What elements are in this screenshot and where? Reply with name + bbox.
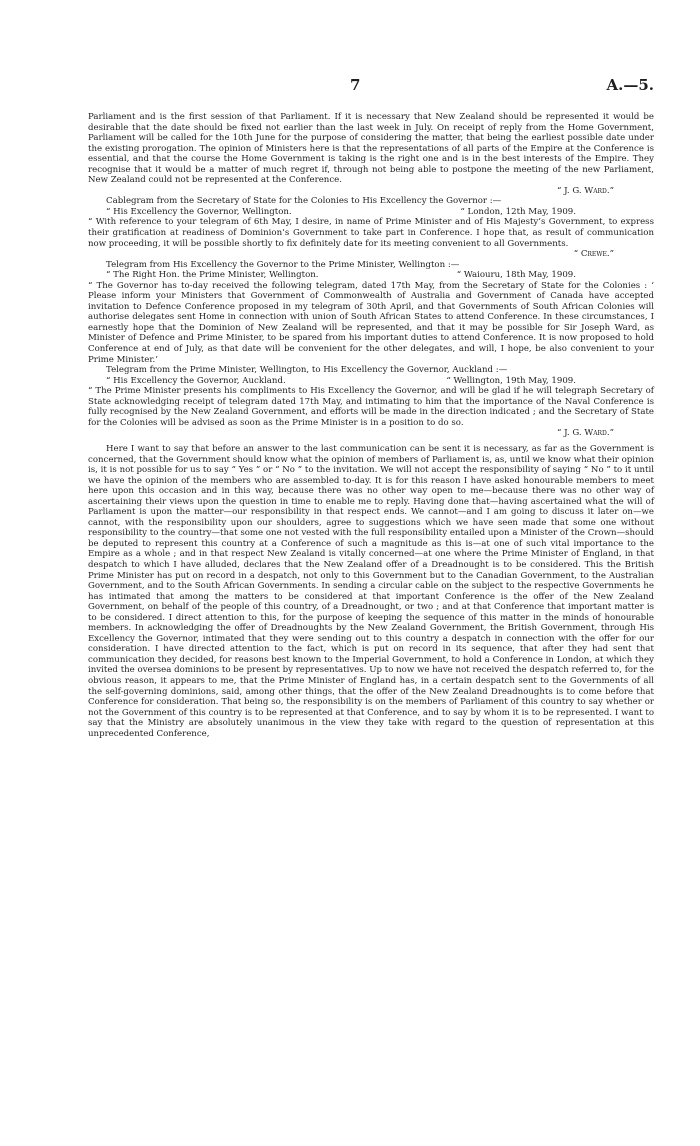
address-place-date: “ London, 12th May, 1909. [460,206,576,217]
address-line [88,376,654,387]
intro-telegram-governor: Telegram from His Excellency the Governor to the Prime Minister, Wellington :— [106,259,460,270]
intro-cablegram: Cablegram from the Secretary of State for the Colonies to His Excellency the Governor :— [106,196,502,207]
address-recipient: “ The Right Hon. the Prime Minister, Wellington. [106,270,319,281]
page-number: 7 [350,76,361,94]
paragraph-parliament: Parliament and is the first session of that Parliament. If it is necessary that New Zealand should be represented it would be desirable that the date should be fixed not earlier than the last week in July. On receipt of reply from the Home Government, Parliament will be called for the 10th June for the purpose of considering the matter, that being the earliest possible date under the existing prorogation. The opinion of Ministers here is that the representations of all parts of the Empire at the Conference is essential, and that the course the Home Government is taking is the right one and is in the best interests of the Empire. They recognise that it would be a matter of much regret if, through not being able to postpone the meeting of the new Parliament, New Zealand could not be represented at the Conference. [88,112,654,186]
report-reference: A.—5. [606,76,654,94]
paragraph-telegram-prime-minister: “ The Prime Minister presents his compliments to His Excellency the Governor, and will be glad if he will telegraph Secretary of State acknowledging receipt of telegram dated 17th May, and intimating to him that the importance of the Naval Conference is fully recognised by the New Zealand Government, and efforts will be made in the direction indicated ; and the Secretary of State for the Colonies will be advised as soon as the Prime Minister is in a position to do so. [88,386,654,428]
address-line [88,207,654,218]
address-place-date: “ Waiouru, 18th May, 1909. [456,270,576,281]
address-recipient: “ His Excellency the Governor, Wellington. [106,206,292,217]
paragraph-cablegram: “ With reference to your telegram of 6th May, I desire, in name of Prime Minister and of His Majesty’s Government, to express their gratification at readiness of Dominion’s Government to take part in Conference. I hope that, as result of communication now proceeding, it will be possible shortly to fix definitely date for its meeting convenient to all Governments. [88,217,654,249]
signature-crewe: “ Crewe.” [573,249,614,260]
paragraph-telegram-governor: “ The Governor has to-day received the following telegram, dated 17th May, from the Secretary of State for the Colonies : ‘ Please inform your Ministers that Government of Commonwealth of Australia and Government of Canada have accepted invitation to Defence Conference proposed in my telegram of 30th April, and that Governments of South African Colonies will authorise delegates sent Home in connection with union of South African States to attend Conference. In these circumstances, I earnestly hope that the Dominion of New Zealand will be represented, and that it may be possible for Sir Joseph Ward, as Minister of Defence and Prime Minister, to be spared from his important duties to attend Conference. It is now proposed to hold Conference at end of July, as that date will be convenient for the other delegates, and will, I hope, be also convenient to your Prime Minister.’ [88,280,654,365]
paragraph-speech: Here I want to say that before an answer to the last communication can be sent it is necessary, as far as the Government is concerned, that the Government should know what the opinion of members of Parliament is, as, until we know what their opinion is, it is not possible for us to say “ Yes ” or “ No ” to the invitation. We will not accept the responsibility of saying “ No ” to it until we have the opinion of the members who are assembled to-day. It is for this reason I have asked honourable members to meet here upon this occasion and in this way, because there was no other way open to me—because there was no other way of ascertaining their views upon the question in time to enable me to reply. Having done that—having ascertained what the will of Parliament is upon the matter—our responsibility in that respect ends. We cannot—and I am going to discuss it later on—we cannot, with the responsibility upon our shoulders, agree to suggestions which we have seen made that some one without responsibility to the country—that some one not vested with the full responsibility entailed upon a Minister of the Crown—should be deputed to represent this country at a Conference of such a magnitude as this is—at one of such vital importance to the Empire as a whole ; and in that respect New Zealand is vitally concerned—at one where the Prime Minister of England, in that despatch to which I have alluded, declares that the New Zealand offer of a Dreadnought is to be considered. This the British Prime Minister has put on record in a despatch, not only to this Government but to the Canadian Government, to the Australian Government, and to the South African Governments. In sending a circular cable on the subject to the respective Governments he has intimated that among the matters to be considered at that important Conference is the offer of the New Zealand Government, on behalf of the people of this country, of a Dreadnought, or two ; and at that Conference that important matter is to be considered. I direct attention to this, for the purpose of keeping the sequence of this matter in the minds of honourable members. In acknowledging the offer of Dreadnoughts by the New Zealand Government, the British Government, through His Excellency the Governor, intimated that they were sending out to this country a despatch in connection with the offer for our consideration. I have directed attention to the fact, which is put on record in its sequence, that after they had sent that communication they decided, for reasons best known to the Imperial Government, to hold a Conference in London, at which they invited the oversea dominions to be present by representatives. Up to now we have not received the despatch referred to, for the obvious reason, it appears to me, that the Prime Minister of England has, in a certain despatch sent to the Governments of all the self-governing dominions, said, among other things, that the offer of the New Zealand Dreadnoughts is to come before that Conference for consideration. That being so, the responsibility is on the members of Parliament of this country to say whether or not the Government of this country is to be represented at that Conference, and to say by whom it is to be represented. I want to say that the Ministry are absolutely unanimous in the view they take with regard to the question of representation at this unprecedented Conference, [88,443,655,739]
address-place-date: “ Wellington, 19th May, 1909. [446,375,576,386]
signature-ward: “ J. G. Ward.” [556,428,614,439]
address-recipient: “ His Excellency the Governor, Auckland. [106,375,286,386]
address-line [88,270,654,281]
document-body [88,112,654,739]
signature-ward: “ J. G. Ward.” [556,185,614,196]
intro-telegram-prime-minister: Telegram from the Prime Minister, Wellington, to His Excellency the Governor, Auckland :— [106,365,508,376]
